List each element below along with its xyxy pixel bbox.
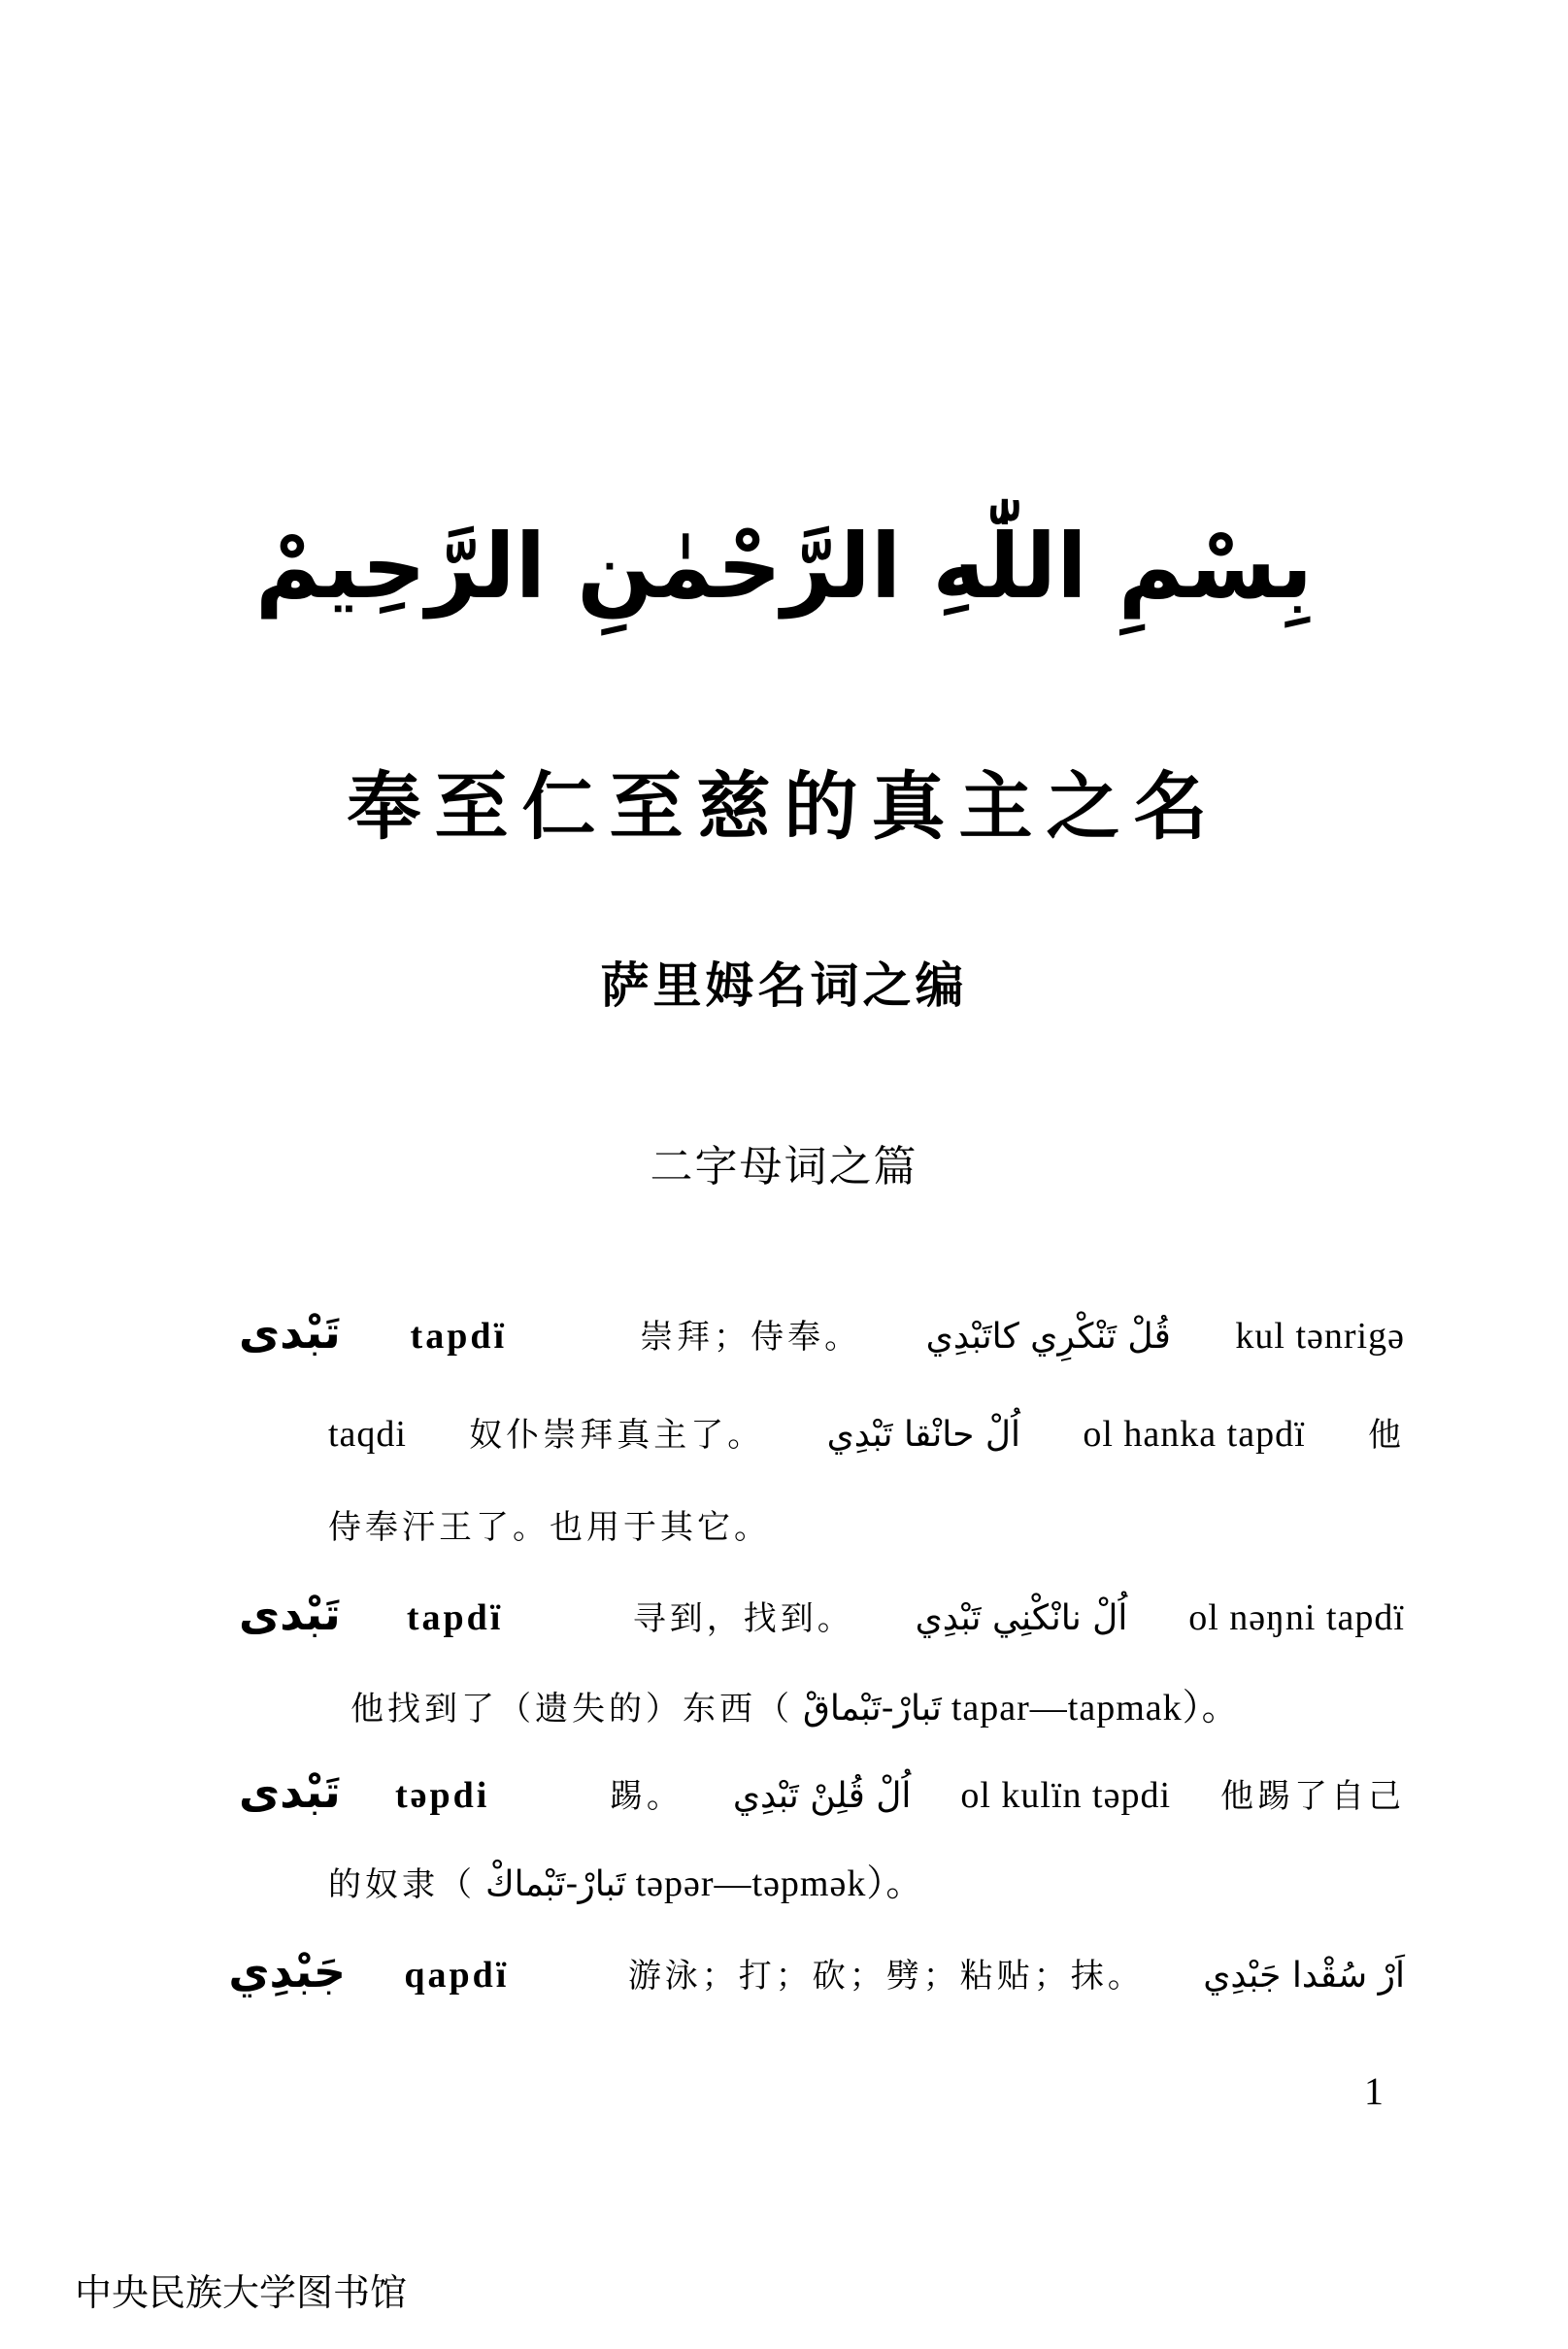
- entry-line: [239, 1306, 1405, 1359]
- transliteration: təpdi: [394, 1775, 490, 1816]
- definition: 游泳；打；砍；劈；粘贴；抹。: [627, 1957, 1145, 1996]
- library-watermark: 中央民族大学图书馆: [75, 2271, 408, 2314]
- example-arabic: تَبارْ-تَبْماقْ: [803, 1689, 942, 1728]
- subtitle: 萨里姆名词之编: [600, 957, 968, 1014]
- example-latin: təpər—təpmək）。: [635, 1863, 924, 1904]
- example-latin: ol kulïn təpdi: [960, 1775, 1172, 1816]
- example-arabic: اُلْ حانْقا تَبْدِي: [826, 1415, 1021, 1455]
- section-heading: 二字母词之篇: [650, 1142, 918, 1191]
- example-translation: 侍奉汗王了。也用于其它。: [328, 1508, 771, 1547]
- example-translation: 他: [1367, 1416, 1405, 1455]
- entry-line: [228, 1945, 1405, 1997]
- entry-line: [328, 1408, 1405, 1456]
- example-latin: kul tənrigə: [1235, 1316, 1405, 1357]
- transliteration: qapdï: [404, 1955, 510, 1996]
- entry-line: [328, 1853, 1405, 1906]
- basmala: بِسْمِ اللّٰهِ الرَّحْمٰنِ الرَّحِيمْ: [254, 515, 1314, 619]
- headword: تَبْدى: [239, 1306, 341, 1359]
- headword: جَبْدِي: [228, 1945, 346, 1997]
- example-translation: 奴仆崇拜真主了。: [469, 1416, 765, 1455]
- definition: 寻到，找到。: [632, 1599, 854, 1638]
- entry-line: [239, 1588, 1405, 1640]
- headword: تَبْدى: [239, 1765, 341, 1818]
- page-title: 奉至仁至慈的真主之名: [347, 763, 1221, 850]
- entry-line: [239, 1765, 1405, 1818]
- example-latin: ol nəŋni tapdï: [1188, 1597, 1405, 1638]
- example-arabic: اَرْ سُقْدا جَبْدِي: [1203, 1956, 1405, 1996]
- example-latin: taqdi: [328, 1414, 407, 1455]
- example-translation: 的奴隶（: [328, 1865, 476, 1904]
- example-arabic: تَبارْ-تَبْماكْ: [485, 1864, 626, 1904]
- example-latin: tapar—tapmak）。: [951, 1688, 1240, 1728]
- headword: تَبْدى: [239, 1588, 341, 1640]
- example-translation: 他踢了自己: [1219, 1777, 1405, 1816]
- example-arabic: قُلْ تَنْكْرِي كاتَبْدِي: [925, 1317, 1171, 1357]
- entry-line: [350, 1677, 1405, 1730]
- entry-line: [328, 1500, 1405, 1548]
- page-number: 1: [1364, 2069, 1384, 2113]
- example-arabic: اُلْ نانْكْنِي تَبْدِي: [915, 1598, 1128, 1638]
- example-translation: 他找到了（遗失的）东西（: [350, 1690, 793, 1728]
- transliteration: tapdï: [406, 1597, 504, 1638]
- example-latin: ol hanka tapdï: [1083, 1414, 1306, 1455]
- definition: 崇拜；侍奉。: [640, 1318, 862, 1357]
- transliteration: tapdï: [410, 1316, 508, 1357]
- definition: 踢。: [609, 1777, 684, 1816]
- example-arabic: اُلْ قُلِنْ تَبْدِي: [732, 1776, 912, 1816]
